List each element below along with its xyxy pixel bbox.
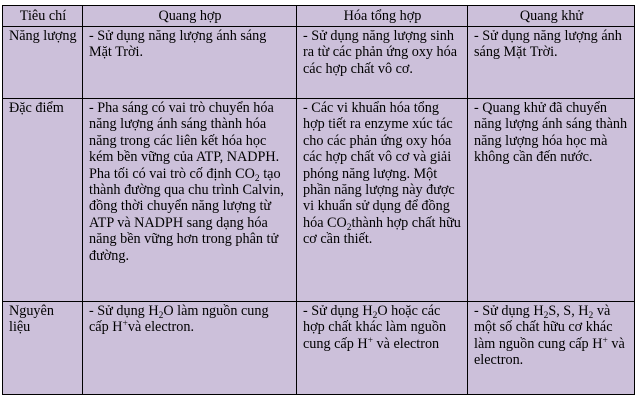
subscript: 2 bbox=[346, 222, 352, 233]
cell-materials-photoreduction bbox=[468, 302, 635, 395]
row-label-energy: Năng lượng bbox=[3, 27, 83, 99]
table-row-characteristics bbox=[3, 99, 635, 302]
subscript: 2 bbox=[254, 173, 260, 184]
cell-characteristics-photoreduction: - Quang khử đã chuyển năng lượng ánh sáng thành năng lượng hóa học mà không cần đến nước. bbox=[468, 99, 635, 302]
text-part: và electron. bbox=[127, 319, 195, 336]
text-part: và electron. bbox=[474, 335, 625, 369]
text-part: thành hợp chất hữu cơ cần thiết. bbox=[303, 214, 461, 248]
subscript: 2 bbox=[543, 311, 549, 321]
header-chemosynthesis: Hóa tổng hợp bbox=[297, 6, 468, 27]
table-row-energy bbox=[3, 27, 635, 99]
subscript: 2 bbox=[372, 311, 378, 321]
header-photosynthesis: Quang hợp bbox=[83, 6, 297, 27]
text-part: S, S, H bbox=[548, 303, 589, 319]
cell-energy-photoreduction: - Sử dụng năng lượng ánh sáng Mặt Trời. bbox=[468, 27, 635, 99]
cell-characteristics-chemosynthesis bbox=[297, 99, 468, 302]
superscript: + bbox=[367, 335, 373, 346]
cell-energy-chemosynthesis: - Sử dụng năng lượng sinh ra từ các phản ứng oxy hóa các hợp chất vô cơ. bbox=[297, 27, 468, 99]
header-photoreduction: Quang khử bbox=[468, 6, 635, 27]
cell-materials-photosynthesis bbox=[83, 302, 297, 395]
row-label-characteristics: Đặc điểm bbox=[3, 99, 83, 302]
subscript: 2 bbox=[588, 311, 594, 321]
text-part: và một số chất hữu cơ khác làm nguồn cung cấp H bbox=[474, 303, 613, 352]
superscript: + bbox=[602, 335, 608, 346]
text-part: O làm nguồn cung cấp H bbox=[89, 303, 269, 336]
cell-materials-chemosynthesis bbox=[297, 302, 468, 395]
cell-energy-photosynthesis: - Sử dụng năng lượng ánh sáng Mặt Trời. bbox=[83, 27, 297, 99]
text-part: - Sử dụng H bbox=[89, 303, 159, 319]
text-part: - Sử dụng H bbox=[303, 303, 373, 319]
text-part: - Pha sáng có vai trò chuyển hóa năng lượng ánh sáng thành hóa năng trong các liên kết hóa học kém bền vững của ATP, NADPH. Pha tối có vai trò cố định CO bbox=[89, 100, 280, 182]
subscript: 2 bbox=[158, 311, 164, 321]
text-part: tạo thành đường qua chu trình Calvin, đồng thời chuyển năng lượng từ ATP và NADPH sang dạng hóa năng bền vững hơn trong phân tử đường. bbox=[89, 165, 284, 264]
table-row-materials bbox=[3, 302, 635, 395]
comparison-table bbox=[2, 5, 635, 395]
superscript: + bbox=[122, 319, 128, 330]
header-row bbox=[3, 6, 635, 27]
cell-characteristics-photosynthesis bbox=[83, 99, 297, 302]
row-label-materials: Nguyên liệu bbox=[3, 302, 83, 395]
text-part: và electron bbox=[372, 335, 440, 352]
text-part: - Sử dụng H bbox=[474, 303, 544, 319]
header-criterion: Tiêu chí bbox=[3, 6, 83, 27]
text-part: O hoặc các hợp chất khác làm nguồn cung cấp H bbox=[303, 303, 447, 352]
text-part: - Các vi khuẩn hóa tổng hợp tiết ra enzyme xúc tác cho các phản ứng oxy hóa các hợp chất vô cơ và giải phóng năng lượng. Một phần năng lượng này được vi khuẩn sử dụng để đồng hóa CO bbox=[303, 100, 455, 231]
